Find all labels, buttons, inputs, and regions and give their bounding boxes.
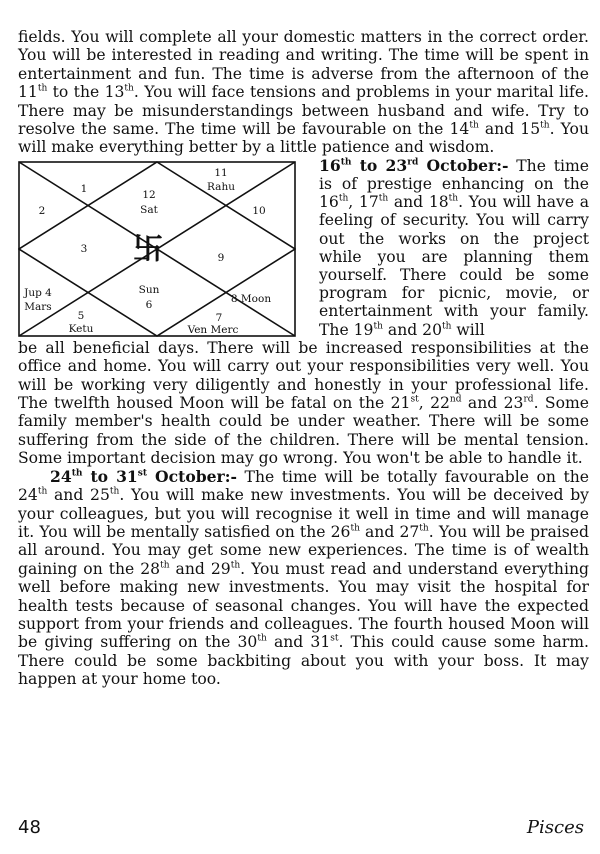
house-5: 5: [77, 309, 85, 322]
house-9: 9: [217, 251, 225, 264]
house-12: 12: [142, 188, 156, 201]
section-16-23-continuation: be all beneficial days. There will be increased responsibilities at the office and home. You will carry out your responsibilities very well. You will be working very diligently and honestly in your professional life. The twelfth housed Moon will be fatal on the 21st, 22nd and 23rd. Some family member's health could be under weather. There will be some suffering from the side of the children. There will be mental tension. Some important decision may go wrong. You won't be able to handle it.: [18, 338, 590, 468]
page-number: 48: [18, 817, 41, 838]
house-5-planets: Ketu: [68, 322, 94, 335]
section-16-23-heading: 16th to 23rd October:-: [319, 155, 509, 175]
section-16-23-side-text: 16th to 23rd October:- The time is of prestige enhancing on the 16th, 17th and 18th. You will have a feeling of security. You will carry out the works on the project while you are planning them yourself. There could be some program for picnic, movie, or entertainment with your family. The 19th and 20th will: [319, 155, 589, 339]
house-7: 7: [215, 311, 223, 324]
house-12-planets: Sat: [140, 203, 158, 216]
section-24-31-heading: 24th to 31st October:-: [50, 466, 238, 486]
swastika-symbol: 卐: [133, 231, 163, 267]
chart-and-side-text: [18, 157, 589, 339]
section-16-23-intro: [319, 157, 589, 339]
house-3: 3: [80, 242, 88, 255]
house-10: 10: [252, 204, 266, 217]
house-11-planets: Rahu: [207, 180, 235, 193]
house-8: 8 Moon: [230, 292, 272, 305]
house-7-planets: Ven Merc: [187, 323, 239, 336]
house-11: 11: [214, 166, 228, 179]
house-6: 6: [145, 298, 153, 311]
house-6-planets: Sun: [138, 283, 160, 296]
house-4: Jup 4: [24, 286, 52, 299]
house-1: 1: [80, 182, 88, 195]
house-2: 2: [38, 204, 46, 217]
page-body: [18, 28, 589, 689]
page-footer: [18, 817, 584, 841]
section-24-31: 24th to 31st October:- The time will be totally favourable on the 24th and 25th. You will make new investments. You will be deceived by your colleagues, but you will recognise it well in time and will manage it. You will be mentally satisfied on the 26th and 27th. You will be praised all around. You may get some new experiences. The time is of wealth gaining on the 28th and 29th. You must read and understand everything well before making new investments. You may visit the hospital for health tests because of seasonal changes. You will have the expected support from your friends and colleagues. The fourth housed Moon will be giving suffering on the 30th and 31st. This could cause some harm. There could be some backbiting about you with your boss. It may happen at your home too.: [18, 466, 590, 689]
house-4-planets: Mars: [24, 300, 52, 313]
paragraph-intro: fields. You will complete all your domestic matters in the correct order. You will be interested in reading and writing. The time will be spent in entertainment and fun. The time is adverse from the afternoon of the 11th to the 13th. You will face tensions and problems in your marital life. There may be misunderstandings between husband and wife. Try to resolve the same. The time will be favourable on the 14th and 15th. You will make everything better by a little patience and wisdom.: [18, 28, 589, 157]
horoscope-chart: [18, 161, 296, 337]
running-footer-sign: Pisces: [526, 817, 584, 838]
